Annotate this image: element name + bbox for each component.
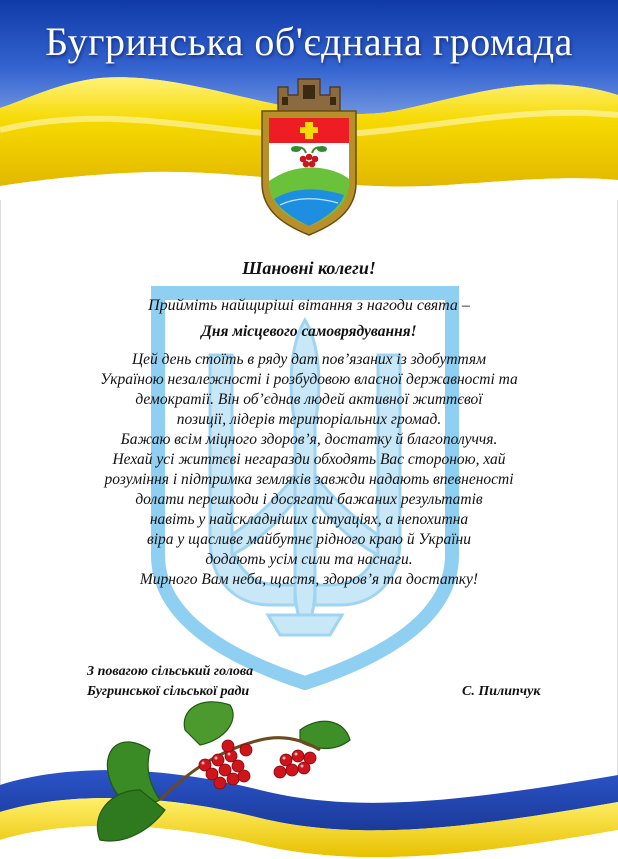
letter-intro: Прийміть найщиріші вітання з нагоди свята – xyxy=(148,297,470,314)
viburnum-icon xyxy=(0,690,618,859)
letter-body xyxy=(40,350,578,590)
letter-holiday: Дня місцевого самоврядування! xyxy=(201,323,417,340)
signature-name: С. Пилипчук xyxy=(462,684,541,699)
letter-line: Мирного Вам неба, щастя, здоров’я та достатку! xyxy=(139,571,479,588)
signature-title: З повагою сільський голова xyxy=(87,664,254,679)
coat-of-arms-icon xyxy=(256,73,362,239)
letter-line: Бажаю всім міцного здоров’я, достатку й благополуччя. xyxy=(120,431,498,448)
signature-council: Бугринської сільської ради xyxy=(87,684,250,699)
letter-line: Нехай усі життєві негаразди обходять Вас стороною, хай xyxy=(112,451,506,468)
page-title: Бугринська об'єднана громада xyxy=(45,19,573,64)
letter-line: розуміння і підтримка земляків завжди надають впевненості xyxy=(104,471,514,488)
letter-greeting: Шановні колеги! xyxy=(242,258,376,278)
letter-line: долати перешкоди і досягати бажаних результатів xyxy=(135,491,483,508)
letter-line: Україною незалежності і розбудовою власної державності та xyxy=(100,371,518,388)
letter-line: додають усім сили та наснаги. xyxy=(205,551,413,568)
letter-line: Цей день стоїть в ряду дат пов’язаних із здобуттям xyxy=(131,351,487,368)
letter-line: демократії. Він об’єднав людей активної життєвої xyxy=(135,391,483,408)
letter-line: позиції, лідерів територіальних громад. xyxy=(176,411,442,428)
letter-line: віра у щасливе майбутнє рідного краю й України xyxy=(147,531,471,548)
letter-line: навіть у найскладніших ситуаціях, а непохитна xyxy=(149,511,469,528)
